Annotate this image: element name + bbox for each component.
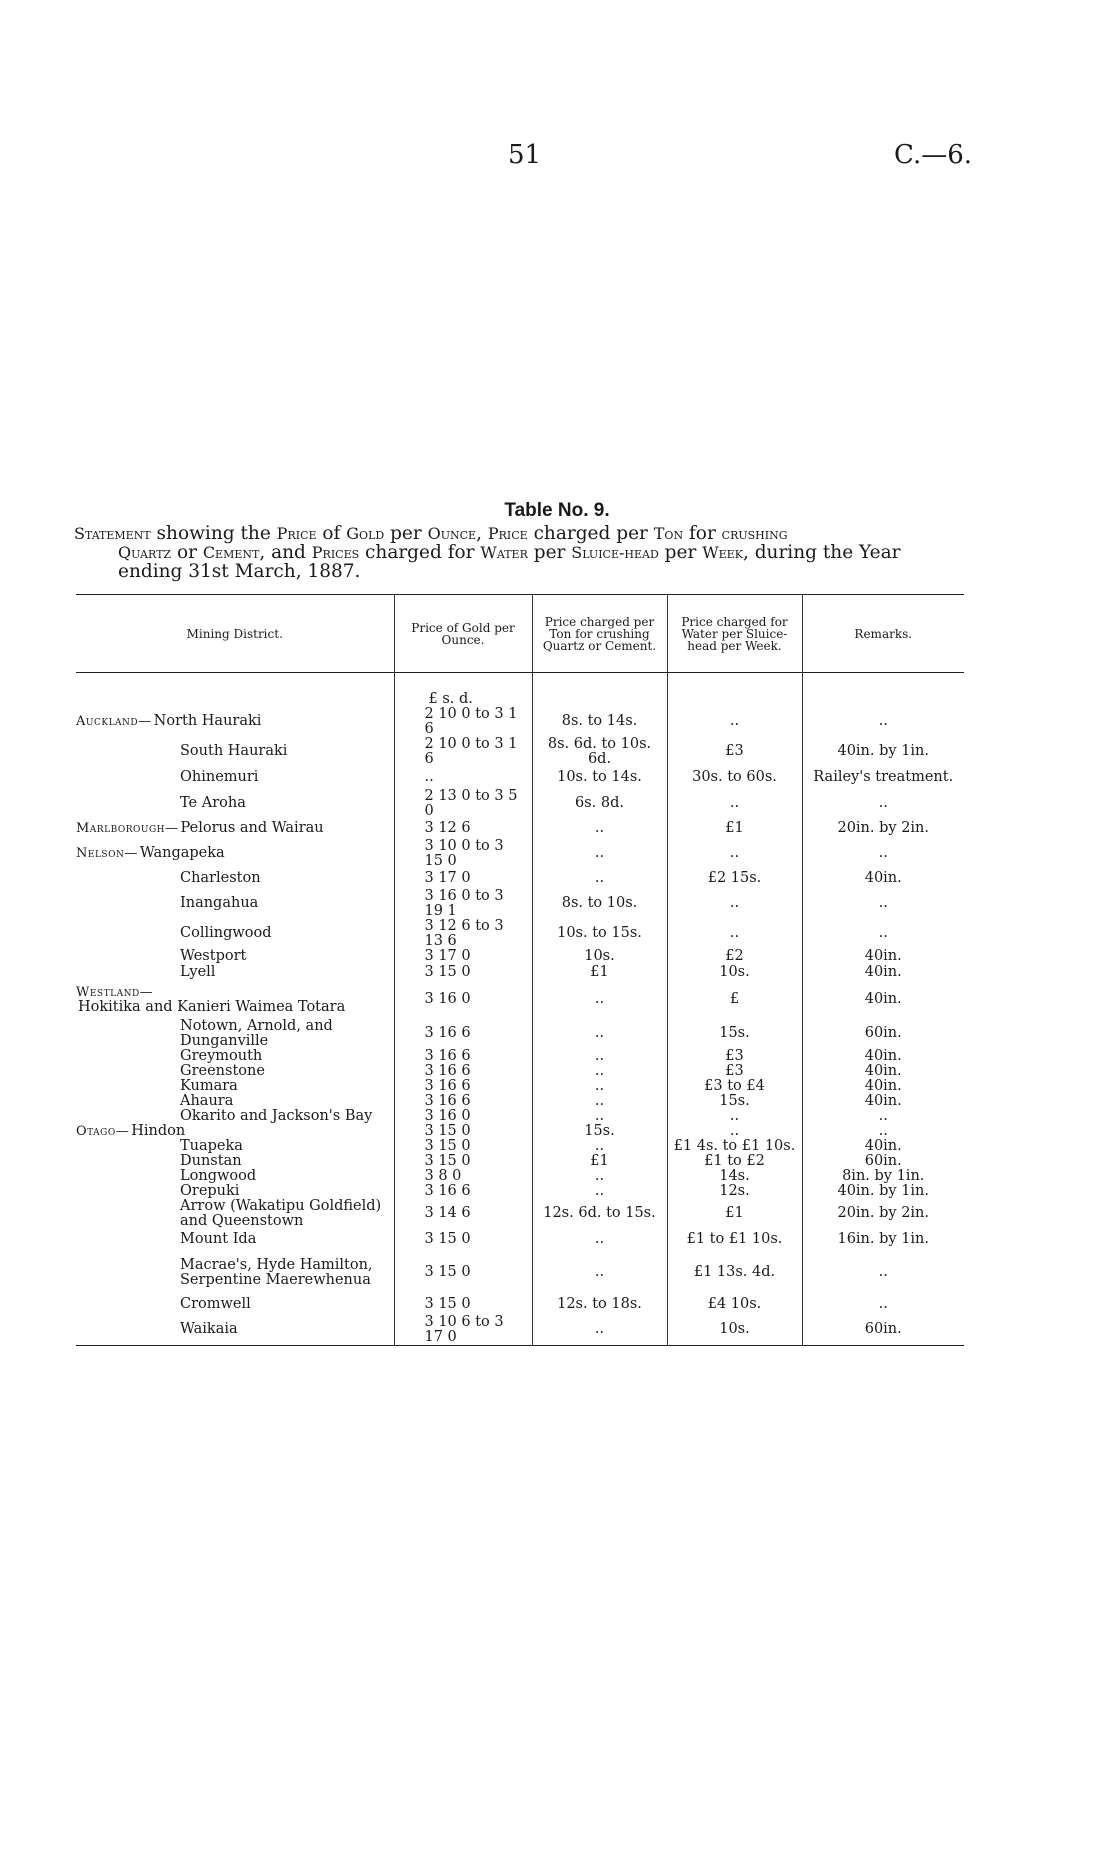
- gold-price-cell: 3 15 0: [394, 1124, 532, 1139]
- district-cell: [76, 919, 394, 949]
- crushing-price-cell: 8s. 6d. to 10s. 6d.: [532, 737, 667, 767]
- water-price-cell: 15s.: [667, 1094, 802, 1109]
- place-name: Lyell: [180, 964, 216, 980]
- remarks-cell: 60in.: [802, 1315, 964, 1346]
- water-price-cell: ..: [667, 919, 802, 949]
- gold-price-cell: 3 12 6 to 3 13 6: [394, 919, 532, 949]
- crushing-price-cell: ..: [532, 1315, 667, 1346]
- gold-price-cell: 3 12 6: [394, 819, 532, 839]
- gold-price-cell: 3 10 0 to 3 15 0: [394, 839, 532, 869]
- water-price-cell: £1 13s. 4d.: [667, 1251, 802, 1295]
- gold-price-cell: 3 15 0: [394, 1154, 532, 1169]
- place-name: Dunstan: [180, 1152, 242, 1169]
- district-cell: [76, 1079, 394, 1094]
- place-name: Notown, Arnold, and Dunganville: [180, 1017, 333, 1049]
- remarks-cell: 40in. by 1in.: [802, 737, 964, 767]
- region-label: Auckland—: [76, 714, 152, 729]
- table-row: [76, 789, 964, 819]
- district-cell: [76, 1019, 394, 1049]
- table-row: [76, 1169, 964, 1184]
- district-cell: [76, 965, 394, 981]
- table-row: [76, 1184, 964, 1199]
- gold-price-cell: 3 16 6: [394, 1049, 532, 1064]
- place-name: North Hauraki: [153, 713, 262, 729]
- crushing-price-cell: 12s. 6d. to 15s.: [532, 1199, 667, 1229]
- district-cell: [76, 1199, 394, 1229]
- table-row: [76, 1295, 964, 1315]
- water-price-cell: £: [667, 981, 802, 1019]
- region-label: Otago—: [76, 1123, 130, 1139]
- table-row: [76, 869, 964, 889]
- place-name: Collingwood: [180, 925, 272, 941]
- crushing-price-cell: ..: [532, 1169, 667, 1184]
- water-price-cell: £3: [667, 737, 802, 767]
- district-cell: [76, 1124, 394, 1139]
- remarks-cell: Railey's treatment.: [802, 767, 964, 789]
- table-header-row: [76, 595, 964, 673]
- crushing-price-cell: ..: [532, 819, 667, 839]
- units-row: [76, 673, 964, 707]
- remarks-cell: 40in.: [802, 1064, 964, 1079]
- table-row: [76, 819, 964, 839]
- place-name: Wangapeka: [139, 845, 225, 861]
- table-row: [76, 767, 964, 789]
- remarks-cell: 40in. by 1in.: [802, 1184, 964, 1199]
- table-row: [76, 737, 964, 767]
- water-price-cell: ..: [667, 1109, 802, 1124]
- district-cell: [76, 981, 394, 1019]
- district-cell: [76, 1184, 394, 1199]
- table-row: [76, 889, 964, 919]
- district-cell: [76, 1139, 394, 1154]
- gold-price-table: [76, 594, 964, 1346]
- table-row: [76, 1154, 964, 1169]
- crushing-price-cell: ..: [532, 1139, 667, 1154]
- water-price-cell: ..: [667, 707, 802, 737]
- gold-price-cell: 3 15 0: [394, 1229, 532, 1251]
- district-cell: [76, 889, 394, 919]
- place-name: Charleston: [180, 870, 261, 886]
- gold-price-cell: 3 16 6: [394, 1079, 532, 1094]
- crushing-price-cell: 15s.: [532, 1124, 667, 1139]
- table-row: [76, 1079, 964, 1094]
- remarks-cell: 40in.: [802, 1049, 964, 1064]
- place-name: Hokitika and Kanieri Waimea Totara: [78, 998, 346, 1015]
- crushing-price-cell: ..: [532, 869, 667, 889]
- region-label: Westland—: [76, 984, 154, 1000]
- remarks-cell: ..: [802, 707, 964, 737]
- district-cell: [76, 869, 394, 889]
- table-row: [76, 1049, 964, 1064]
- water-price-cell: £1: [667, 819, 802, 839]
- gold-price-cell: 2 10 0 to 3 1 6: [394, 707, 532, 737]
- crushing-price-cell: ..: [532, 1064, 667, 1079]
- remarks-cell: ..: [802, 1251, 964, 1295]
- water-price-cell: £3: [667, 1064, 802, 1079]
- district-cell: [76, 767, 394, 789]
- table-caption: Statement showing the Price of Gold per Ounce, Price charged per Ton for crushing Quartz or Cement, and Prices charged for Water per Sluice-head per Week, during the Year ending 31st March, 1887.: [74, 523, 901, 582]
- district-cell: [76, 1154, 394, 1169]
- header-water-price: Price charged for Water per Sluice-head per Week.: [667, 595, 802, 673]
- table-row: [76, 707, 964, 737]
- table-row: [76, 1199, 964, 1229]
- crushing-price-cell: 6s. 8d.: [532, 789, 667, 819]
- crushing-price-cell: ..: [532, 1184, 667, 1199]
- remarks-cell: 40in.: [802, 981, 964, 1019]
- place-name: Kumara: [180, 1077, 238, 1094]
- district-cell: [76, 789, 394, 819]
- crushing-price-cell: ..: [532, 1251, 667, 1295]
- water-price-cell: £1 4s. to £1 10s.: [667, 1139, 802, 1154]
- header-crushing-price: Price charged per Ton for crushing Quartz or Cement.: [532, 595, 667, 673]
- place-name: Westport: [180, 948, 247, 964]
- water-price-cell: 14s.: [667, 1169, 802, 1184]
- gold-price-cell: 3 15 0: [394, 1295, 532, 1315]
- gold-price-cell: 3 8 0: [394, 1169, 532, 1184]
- crushing-price-cell: 8s. to 14s.: [532, 707, 667, 737]
- remarks-cell: ..: [802, 919, 964, 949]
- table-row: [76, 1251, 964, 1295]
- crushing-price-cell: 12s. to 18s.: [532, 1295, 667, 1315]
- place-name: Tuapeka: [180, 1137, 243, 1154]
- table-row: [76, 1139, 964, 1154]
- remarks-cell: ..: [802, 1295, 964, 1315]
- gold-price-cell: 3 15 0: [394, 1139, 532, 1154]
- page-number: 51: [508, 140, 542, 170]
- water-price-cell: 12s.: [667, 1184, 802, 1199]
- place-name: Te Aroha: [180, 795, 246, 811]
- table-row: [76, 1094, 964, 1109]
- gold-price-cell: 3 16 0 to 3 19 1: [394, 889, 532, 919]
- remarks-cell: 60in.: [802, 1019, 964, 1049]
- table-row: [76, 1109, 964, 1124]
- district-cell: [76, 737, 394, 767]
- place-name: Okarito and Jackson's Bay: [180, 1107, 373, 1124]
- gold-price-cell: 3 16 0: [394, 1109, 532, 1124]
- place-name: Macrae's, Hyde Hamilton, Serpentine Maerewhenua: [180, 1256, 373, 1288]
- place-name: Arrow (Wakatipu Goldfield) and Queenstown: [180, 1197, 382, 1229]
- region-label: Marlborough—: [76, 821, 179, 836]
- crushing-price-cell: £1: [532, 1154, 667, 1169]
- crushing-price-cell: ..: [532, 1079, 667, 1094]
- crushing-price-cell: £1: [532, 965, 667, 981]
- district-cell: [76, 839, 394, 869]
- remarks-cell: 60in.: [802, 1154, 964, 1169]
- gold-price-cell: 3 16 0: [394, 981, 532, 1019]
- water-price-cell: ..: [667, 839, 802, 869]
- remarks-cell: ..: [802, 889, 964, 919]
- water-price-cell: £1 to £2: [667, 1154, 802, 1169]
- table-row: [76, 1315, 964, 1346]
- place-name: Greymouth: [180, 1047, 263, 1064]
- water-price-cell: £1: [667, 1199, 802, 1229]
- crushing-price-cell: ..: [532, 1229, 667, 1251]
- place-name: Greenstone: [180, 1062, 265, 1079]
- place-name: Waikaia: [180, 1321, 238, 1337]
- gold-price-cell: 3 14 6: [394, 1199, 532, 1229]
- district-cell: [76, 1049, 394, 1064]
- place-name: Hindon: [131, 1122, 186, 1139]
- water-price-cell: ..: [667, 1124, 802, 1139]
- district-cell: [76, 1295, 394, 1315]
- gold-price-cell: 3 10 6 to 3 17 0: [394, 1315, 532, 1346]
- remarks-cell: 20in. by 2in.: [802, 819, 964, 839]
- table-row: [76, 1229, 964, 1251]
- table-row: [76, 1124, 964, 1139]
- crushing-price-cell: 10s. to 15s.: [532, 919, 667, 949]
- remarks-cell: 40in.: [802, 1079, 964, 1094]
- gold-price-cell: 3 15 0: [394, 965, 532, 981]
- water-price-cell: £1 to £1 10s.: [667, 1229, 802, 1251]
- water-price-cell: 10s.: [667, 1315, 802, 1346]
- document-reference: C.—6.: [894, 140, 973, 170]
- table-row: [76, 965, 964, 981]
- crushing-price-cell: ..: [532, 1109, 667, 1124]
- district-cell: [76, 1169, 394, 1184]
- table-title: Table No. 9.: [504, 500, 610, 521]
- crushing-price-cell: ..: [532, 1049, 667, 1064]
- remarks-cell: ..: [802, 839, 964, 869]
- remarks-cell: 8in. by 1in.: [802, 1169, 964, 1184]
- region-label: Nelson—: [76, 846, 138, 861]
- gold-price-cell: 3 17 0: [394, 869, 532, 889]
- crushing-price-cell: ..: [532, 1094, 667, 1109]
- water-price-cell: £2: [667, 949, 802, 965]
- remarks-cell: ..: [802, 789, 964, 819]
- table-row: [76, 1019, 964, 1049]
- water-price-cell: £2 15s.: [667, 869, 802, 889]
- place-name: Pelorus and Wairau: [180, 820, 324, 836]
- district-cell: [76, 1315, 394, 1346]
- header-remarks: Remarks.: [802, 595, 964, 673]
- water-price-cell: 30s. to 60s.: [667, 767, 802, 789]
- table-row: [76, 919, 964, 949]
- place-name: South Hauraki: [180, 743, 288, 759]
- place-name: Mount Ida: [180, 1231, 257, 1247]
- table-row: [76, 839, 964, 869]
- gold-price-cell: 3 17 0: [394, 949, 532, 965]
- table-row: [76, 981, 964, 1019]
- crushing-price-cell: ..: [532, 839, 667, 869]
- district-cell: [76, 949, 394, 965]
- gold-price-cell: 2 10 0 to 3 1 6: [394, 737, 532, 767]
- remarks-cell: 40in.: [802, 965, 964, 981]
- currency-units: £ s. d.: [428, 690, 473, 707]
- crushing-price-cell: 10s. to 14s.: [532, 767, 667, 789]
- gold-price-cell: 2 13 0 to 3 5 0: [394, 789, 532, 819]
- header-price-of-gold: Price of Gold per Ounce.: [394, 595, 532, 673]
- header-mining-district: Mining District.: [186, 626, 283, 641]
- district-cell: [76, 707, 394, 737]
- water-price-cell: £3 to £4: [667, 1079, 802, 1094]
- place-name: Cromwell: [180, 1296, 251, 1312]
- remarks-cell: 16in. by 1in.: [802, 1229, 964, 1251]
- place-name: Orepuki: [180, 1182, 240, 1199]
- table-row: [76, 949, 964, 965]
- remarks-cell: 40in.: [802, 1139, 964, 1154]
- remarks-cell: 40in.: [802, 869, 964, 889]
- water-price-cell: £4 10s.: [667, 1295, 802, 1315]
- remarks-cell: 40in.: [802, 1094, 964, 1109]
- water-price-cell: ..: [667, 889, 802, 919]
- district-cell: [76, 819, 394, 839]
- place-name: Longwood: [180, 1167, 257, 1184]
- district-cell: [76, 1109, 394, 1124]
- place-name: Ahaura: [180, 1092, 234, 1109]
- remarks-cell: ..: [802, 1124, 964, 1139]
- district-cell: [76, 1064, 394, 1079]
- district-cell: [76, 1229, 394, 1251]
- gold-price-cell: 3 16 6: [394, 1019, 532, 1049]
- district-cell: [76, 1251, 394, 1295]
- table-row: [76, 1064, 964, 1079]
- gold-price-cell: ..: [394, 767, 532, 789]
- crushing-price-cell: ..: [532, 1019, 667, 1049]
- gold-price-cell: 3 16 6: [394, 1094, 532, 1109]
- crushing-price-cell: 8s. to 10s.: [532, 889, 667, 919]
- remarks-cell: 20in. by 2in.: [802, 1199, 964, 1229]
- gold-price-cell: 3 15 0: [394, 1251, 532, 1295]
- district-cell: [76, 1094, 394, 1109]
- place-name: Inangahua: [180, 895, 259, 911]
- water-price-cell: £3: [667, 1049, 802, 1064]
- crushing-price-cell: 10s.: [532, 949, 667, 965]
- gold-price-cell: 3 16 6: [394, 1184, 532, 1199]
- place-name: Ohinemuri: [180, 769, 259, 785]
- remarks-cell: 40in.: [802, 949, 964, 965]
- water-price-cell: 10s.: [667, 965, 802, 981]
- gold-price-cell: 3 16 6: [394, 1064, 532, 1079]
- water-price-cell: 15s.: [667, 1019, 802, 1049]
- water-price-cell: ..: [667, 789, 802, 819]
- remarks-cell: ..: [802, 1109, 964, 1124]
- crushing-price-cell: ..: [532, 981, 667, 1019]
